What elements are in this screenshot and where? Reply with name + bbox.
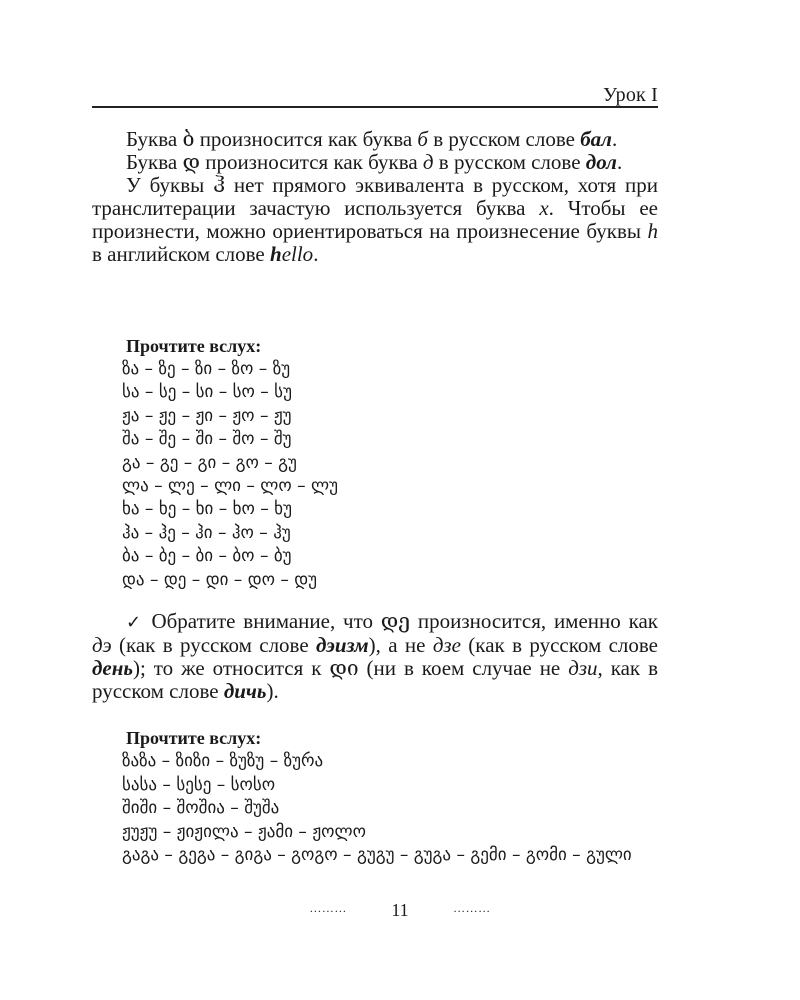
example-word: дол [585,150,617,174]
text-run: . [313,242,319,266]
drill-row: ჟა – ჟე – ჟი – ჟო – ჟუ [122,405,292,426]
example-word: дэизм [316,633,369,657]
text-run: Буква დ произносится как буква [126,150,423,174]
text-run: ), а не [368,633,433,657]
text-run: Буква ბ произносится как буква [126,127,418,151]
italic-term: д [422,150,434,174]
page-footer [0,900,800,921]
footer-dots-left: ……… [309,901,347,916]
text-run: ); то же относится к დი (ни в коем случае не [133,656,569,680]
text-run: (как в русском слове [111,633,317,657]
drill-row: სასა – სესე – სოსო [122,774,276,795]
drill-row: ლა – ლე – ლი – ლო – ლუ [122,475,339,496]
example-word: дичь [223,679,267,703]
intro-text [92,128,658,266]
example-word: день [92,656,133,680]
footer-dots-right: ……… [453,901,491,916]
text-run: . [611,127,618,151]
read-aloud-heading-2: Прочтите вслух: [126,728,262,748]
word-drill-list [92,750,658,868]
page-number: 11 [391,900,409,920]
italic-term: дзи [568,656,598,680]
text-run: ). [266,679,279,703]
paragraph-letter-h [92,174,658,266]
drill-row: ჟუჟუ – ჟიჟილა – ჟამი – ჟოლო [122,821,366,842]
text-run: У буквы ჰ нет прямого эквивалента в русском, хотя при транслитерации зачастую используется буква [92,173,658,220]
text-run: Обратите внимание, что დე произносится, именно как [143,609,658,633]
text-run: , как в русском слове [92,656,658,703]
example-word: h [270,242,282,266]
drill-row: ბა – ბე – ბი – ბო – ბუ [122,546,292,567]
pronunciation-note [92,610,658,703]
header-rule [92,106,658,108]
text-run: в русском слове [433,150,586,174]
italic-term: б [417,127,428,151]
read-aloud-heading-1: Прочтите вслух: [126,336,262,356]
running-head: Урок I [603,84,658,106]
drill-row: ჰა – ჰე – ჰი – ჰო – ჰუ [122,522,291,543]
italic-term: ello [281,242,314,266]
paragraph-letter-b [92,128,658,151]
italic-term: дзе [432,633,461,657]
paragraph-letter-d [92,151,658,174]
example-word: бал [580,127,612,151]
text-run: (как в русском слове [460,633,659,657]
text-run: . Чтобы ее произнести, можно ориентироваться на произнесение буквы [92,196,658,243]
drill-row: ხა – ხე – ხი – ხო – ხუ [122,499,292,520]
italic-term: дэ [92,633,112,657]
drill-row: ზაზა – ზიზი – ზუზუ – ზურა [122,751,324,771]
text-run: . [616,150,623,174]
drill-row: შა – შე – ში – შო – შუ [122,429,292,450]
italic-term: х [539,196,549,220]
drill-row: სა – სე – სი – სო – სუ [122,382,292,403]
checkmark-icon: ✓ [126,612,144,633]
note-paragraph [92,610,658,703]
syllable-drill-list [122,358,338,592]
drill-row: ზა – ზე – ზი – ზო – ზუ [122,359,291,379]
drill-row: გა – გე – გი – გო – გუ [122,452,297,473]
text-run: в русском слове [427,127,581,151]
drill-row: და – დე – დი – დო – დუ [122,569,318,590]
drill-row: შიში – შოშია – შუშა [122,798,280,818]
text-run: в английском слове [92,242,270,266]
italic-term: h [647,219,658,243]
drill-row: გაგა – გეგა – გიგა – გოგო – გუგუ – გუგა – გემი – გომი – გული [122,845,632,865]
